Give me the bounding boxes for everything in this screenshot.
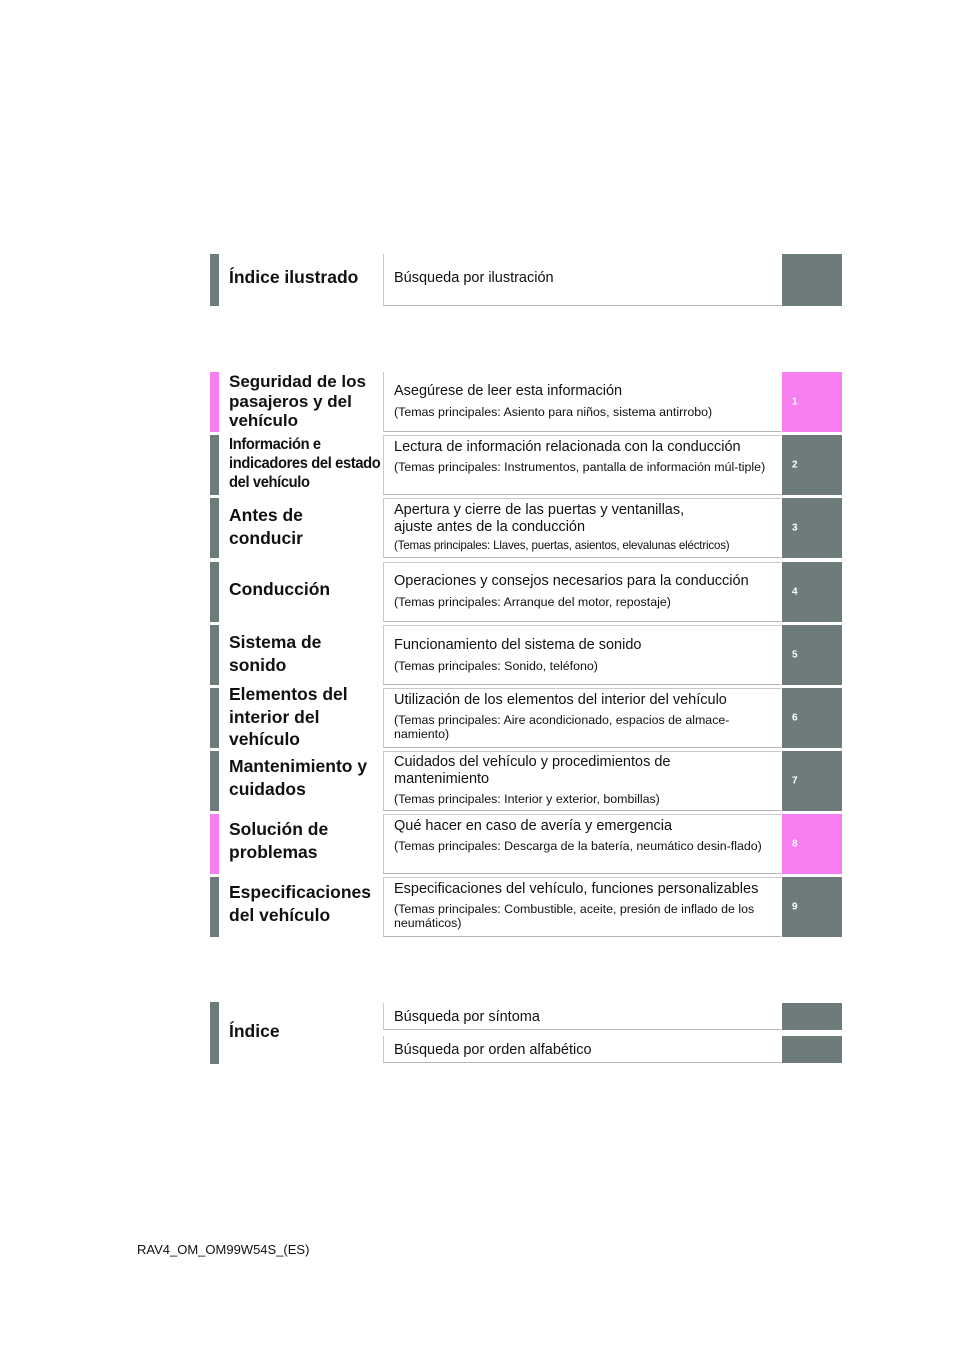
chapter-number: 8 — [792, 838, 798, 850]
chapter-number: 6 — [792, 712, 798, 724]
chapter-main: Asegúrese de leer esta información — [394, 383, 623, 399]
index-tab[interactable] — [782, 1003, 842, 1030]
chapter-desc — [383, 562, 781, 622]
section-bar — [210, 498, 219, 558]
chapter-desc — [383, 435, 781, 495]
chapter-row-5[interactable] — [210, 625, 842, 685]
chapter-sub: (Temas principales: Combustible, aceite, presión de inflado de los neumáticos) — [394, 902, 755, 930]
chapter-main: Operaciones y consejos necesarios para la conducción — [394, 573, 749, 589]
chapter-tab-9[interactable] — [782, 877, 842, 937]
section-bar — [210, 435, 219, 495]
chapter-tab-8[interactable] — [782, 814, 842, 874]
chapter-row-1[interactable] — [210, 372, 842, 432]
section-bar — [210, 254, 219, 306]
chapter-number: 1 — [792, 396, 798, 408]
chapter-main: Lectura de información relacionada con la conducción — [394, 439, 741, 455]
chapter-row-4[interactable] — [210, 562, 842, 622]
chapter-title: Seguridad de los pasajeros y del vehículo — [229, 372, 366, 430]
chapter-desc — [383, 625, 781, 685]
chapter-title: Solución de problemas — [229, 819, 329, 862]
chapter-number: 5 — [792, 649, 798, 661]
section-bar — [210, 751, 219, 811]
chapter-sub: (Temas principales: Interior y exterior, bombillas) — [394, 792, 660, 806]
chapter-main: Funcionamiento del sistema de sonido — [394, 637, 642, 653]
chapter-sub: (Temas principales: Descarga de la batería, neumático desin-flado) — [394, 839, 762, 853]
section-bar — [210, 562, 219, 622]
chapter-title: Sistema de sonido — [229, 632, 322, 675]
illustrated-index-title: Índice ilustrado — [229, 267, 359, 287]
chapter-main: Cuidados del vehículo y procedimientos de mantenimiento — [394, 754, 671, 787]
chapter-number: 4 — [792, 586, 798, 598]
chapter-tab-7[interactable] — [782, 751, 842, 811]
chapter-desc — [383, 688, 781, 748]
chapter-row-3[interactable] — [210, 498, 842, 558]
chapter-title: Información e indicadores del estado del vehículo — [229, 436, 381, 491]
chapter-sub: (Temas principales: Llaves, puertas, asientos, elevalunas eléctricos) — [394, 539, 730, 552]
chapter-title: Elementos del interior del vehículo — [229, 684, 348, 749]
section-bar — [210, 1002, 219, 1064]
chapter-row-2[interactable] — [210, 435, 842, 495]
index-item-label: Búsqueda por síntoma — [383, 1003, 781, 1030]
chapter-tab-5[interactable] — [782, 625, 842, 685]
chapter-sub: (Temas principales: Arranque del motor, repostaje) — [394, 595, 671, 609]
section-bar — [210, 814, 219, 874]
chapter-row-7[interactable] — [210, 751, 842, 811]
chapter-desc — [383, 814, 781, 874]
chapter-number: 3 — [792, 522, 798, 534]
chapter-tab-3[interactable] — [782, 498, 842, 558]
chapter-sub: (Temas principales: Instrumentos, pantalla de información múl-tiple) — [394, 460, 766, 474]
chapter-main: Utilización de los elementos del interior del vehículo — [394, 692, 727, 708]
document-code: RAV4_OM_OM99W54S_(ES) — [137, 1242, 310, 1257]
index-title: Índice — [229, 1021, 280, 1041]
chapter-tab-6[interactable] — [782, 688, 842, 748]
chapter-title: Conducción — [229, 579, 331, 599]
chapter-desc — [383, 498, 781, 558]
illustrated-index-row[interactable] — [210, 254, 842, 306]
index-item-symptom[interactable] — [383, 1003, 842, 1030]
chapter-tab-2[interactable] — [782, 435, 842, 495]
chapter-tab-4[interactable] — [782, 562, 842, 622]
chapter-main: Apertura y cierre de las puertas y ventanillas, ajuste antes de la conducción — [394, 502, 685, 535]
section-bar — [210, 625, 219, 685]
section-tab[interactable] — [782, 254, 842, 306]
chapter-desc — [383, 877, 781, 937]
chapter-number: 7 — [792, 775, 798, 787]
chapter-sub: (Temas principales: Sonido, teléfono) — [394, 659, 598, 673]
chapter-title: Especificaciones del vehículo — [229, 882, 372, 925]
chapter-tab-1[interactable] — [782, 372, 842, 432]
section-bar — [210, 688, 219, 748]
chapter-title: Antes de conducir — [229, 505, 303, 548]
chapter-desc — [383, 751, 781, 811]
index-item-alphabetical[interactable] — [383, 1036, 842, 1063]
chapter-desc — [383, 372, 781, 432]
chapter-number: 2 — [792, 459, 798, 471]
index-row — [210, 1002, 280, 1064]
chapter-row-9[interactable] — [210, 877, 842, 937]
chapter-title: Mantenimiento y cuidados — [229, 756, 368, 799]
index-tab[interactable] — [782, 1036, 842, 1063]
illustrated-index-desc: Búsqueda por ilustración — [383, 254, 781, 306]
chapter-row-8[interactable] — [210, 814, 842, 874]
index-item-label: Búsqueda por orden alfabético — [383, 1036, 781, 1063]
chapter-main: Qué hacer en caso de avería y emergencia — [394, 818, 673, 834]
chapter-number: 9 — [792, 901, 798, 913]
section-bar — [210, 372, 219, 432]
chapter-sub: (Temas principales: Aire acondicionado, espacios de almace-namiento) — [394, 713, 730, 741]
chapter-row-6[interactable] — [210, 684, 842, 749]
section-bar — [210, 877, 219, 937]
chapter-main: Especificaciones del vehículo, funciones personalizables — [394, 881, 759, 897]
chapter-sub: (Temas principales: Asiento para niños, sistema antirrobo) — [394, 405, 713, 419]
